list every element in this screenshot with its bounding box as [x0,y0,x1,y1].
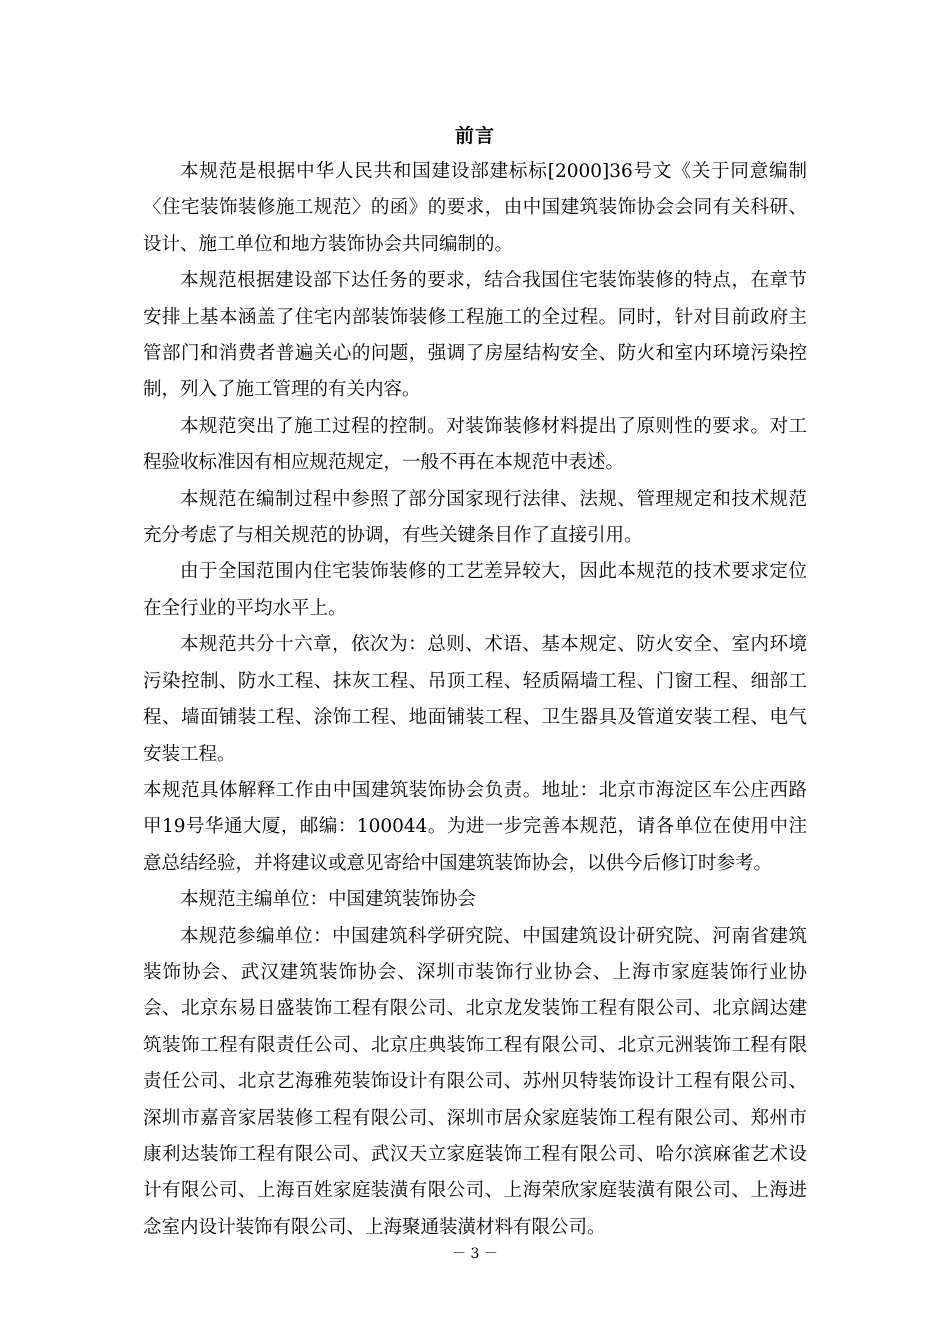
paragraph-participants: 本规范参编单位：中国建筑科学研究院、中国建筑设计研究院、河南省建筑装饰协会、武汉建筑装饰协会、深圳市装饰行业协会、上海市家庭装饰行业协会、北京东易日盛装饰工程有限公司、北京龙发装饰工程有限公司、北京阔达建筑装饰工程有限责任公司、北京庄典装饰工程有限公司、北京元洲装饰工程有限责任公司、北京艺海雅苑装饰设计有限公司、苏州贝特装饰设计工程有限公司、深圳市嘉音家居装修工程有限公司、深圳市居众家庭装饰工程有限公司、郑州市康利达装饰工程有限公司、武汉天立家庭装饰工程有限公司、哈尔滨麻雀艺术设计有限公司、上海百姓家庭装潢有限公司、上海荣欣家庭装潢有限公司、上海进念室内设计装饰有限公司、上海聚通装潢材料有限公司。 [143,925,807,1238]
paragraph-basis: 本规范是根据中华人民共和国建设部建标标[2000]36号文《关于同意编制〈住宅装饰装修施工规范〉的函》的要求，由中国建筑装饰协会会同有关科研、设计、施工单位和地方装饰协会共同编制的。 [143,161,807,255]
page-title: 前言 [454,125,495,147]
paragraph-chapters: 本规范共分十六章，依次为：总则、术语、基本规定、防火安全、室内环境污染控制、防水工程、抹灰工程、吊顶工程、轻质隔墙工程、门窗工程、细部工程、墙面铺装工程、涂饰工程、地面铺装工程、卫生器具及管道安装工程、电气安装工程。 [143,634,807,765]
paragraph-contact: 本规范具体解释工作由中国建筑装饰协会负责。地址：北京市海淀区车公庄西路甲19号华通大厦，邮编：100044。为进一步完善本规范，请各单位在使用中注意总结经验，并将建议或意见寄给中国建筑装饰协会，以供今后修订时参考。 [143,779,807,874]
paragraph-references: 本规范在编制过程中参照了部分国家现行法律、法规、管理规定和技术规范充分考虑了与相关规范的协调，有些关键条目作了直接引用。 [143,488,807,547]
page-number: － 3 － [452,1246,498,1262]
document-body [143,118,807,1246]
paragraph-process-control: 本规范突出了施工过程的控制。对装饰装修材料提出了原则性的要求。对工程验收标准因有相应规范规定，一般不再在本规范中表述。 [143,415,807,474]
paragraph-chief-editor: 本规范主编单位：中国建筑装饰协会 [180,889,477,911]
paragraph-level: 由于全国范围内住宅装饰装修的工艺差异较大，因此本规范的技术要求定位在全行业的平均水平上。 [143,561,807,619]
paragraph-scope: 本规范根据建设部下达任务的要求，结合我国住宅装饰装修的特点，在章节安排上基本涵盖了住宅内部装饰装修工程施工的全过程。同时，针对目前政府主管部门和消费者普遍关心的问题，强调了房屋结构安全、防火和室内环境污染控制，列入了施工管理的有关内容。 [143,270,807,401]
